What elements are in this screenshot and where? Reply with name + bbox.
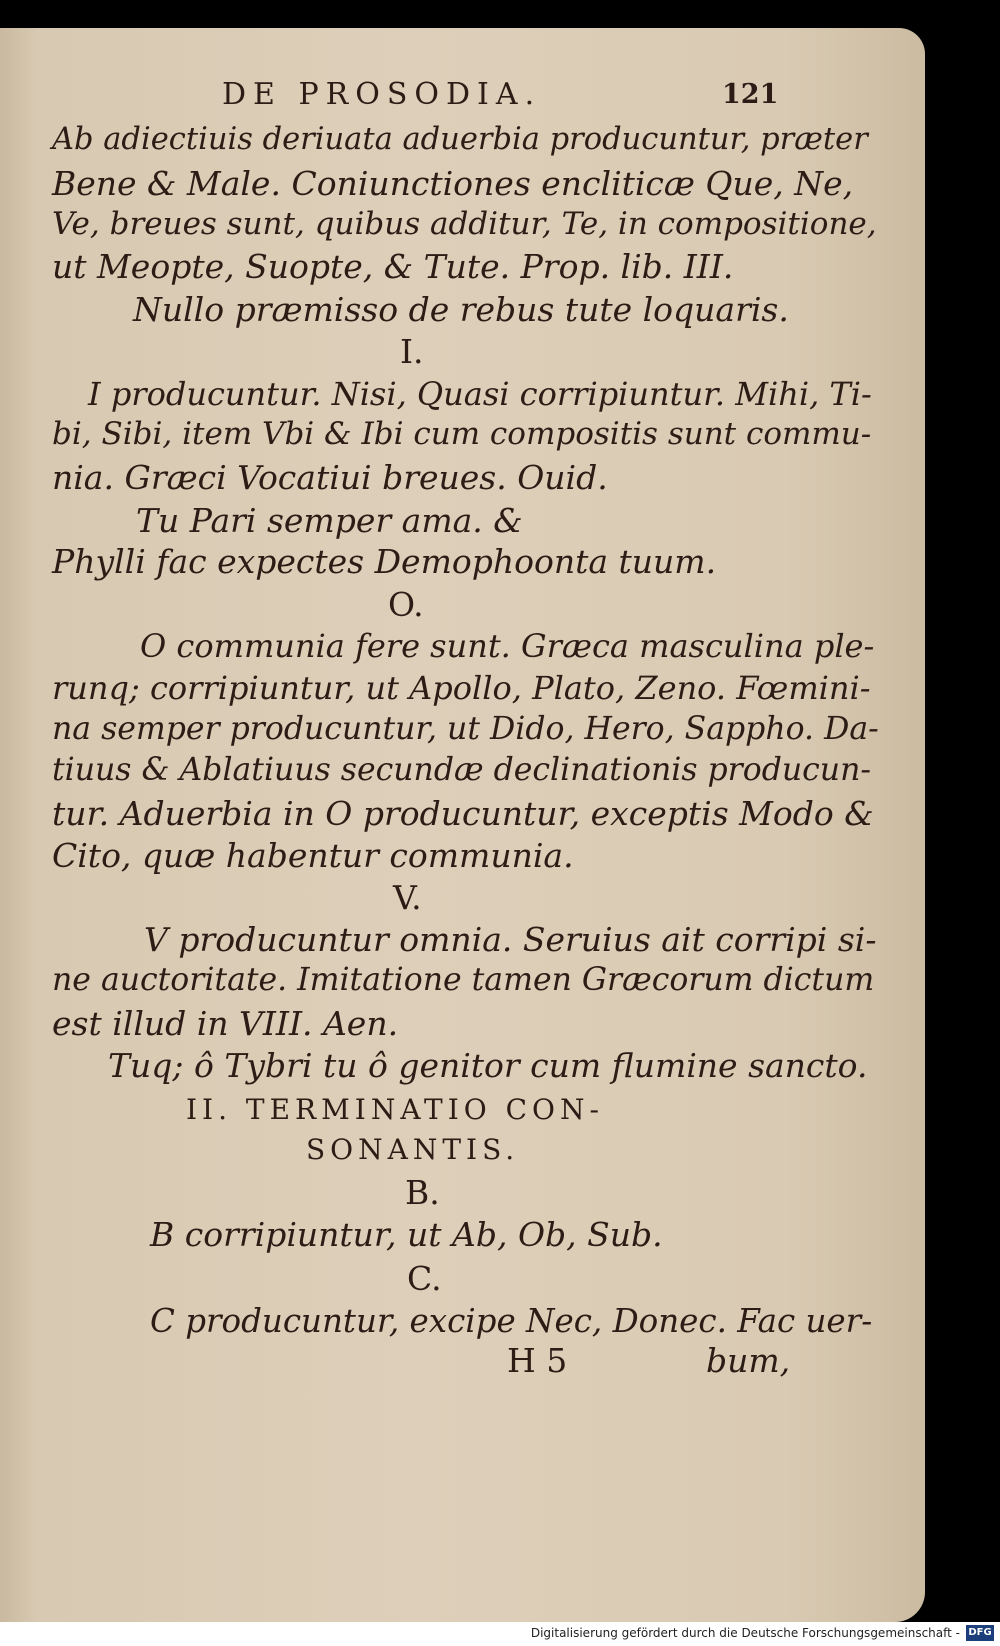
catchword: bum, — [706, 1341, 791, 1380]
text-line: Ve, breues sunt, quibus additur, Te, in compositione, — [52, 206, 877, 242]
text-line: runq; corripiuntur, ut Apollo, Plato, Zeno. Fœmini- — [52, 669, 871, 707]
signature-mark: H 5 — [507, 1341, 568, 1380]
section-heading: O. — [388, 585, 424, 624]
text-line: tur. Aduerbia in O producuntur, exceptis Modo & — [52, 794, 874, 833]
text-line: O communia fere sunt. Græca masculina ple- — [140, 627, 875, 665]
funding-notice: Digitalisierung gefördert durch die Deutsche Forschungsgemeinschaft - — [530, 1626, 960, 1640]
verse-line: Tuq; ô Tybri tu ô genitor cum flumine sancto. — [108, 1046, 868, 1085]
text-line: na semper producuntur, ut Dido, Hero, Sappho. Da- — [52, 711, 879, 747]
verse-line: Nullo præmisso de rebus tute loquaris. — [133, 290, 789, 329]
section-heading: B. — [405, 1173, 440, 1212]
text-line: tiuus & Ablatiuus secundæ declinationis producun- — [52, 752, 871, 788]
text-line: C producuntur, excipe Nec, Donec. Fac uer- — [150, 1302, 873, 1340]
text-line: Ab adiectiuis deriuata aduerbia producuntur, præter — [52, 122, 868, 157]
running-head: DE PROSODIA. — [222, 77, 542, 112]
text-line: ut Meopte, Suopte, & Tute. Prop. lib. III. — [52, 247, 734, 286]
text-line: Bene & Male. Coniunctiones encliticæ Que, Ne, — [52, 164, 854, 203]
verse-line: Tu Pari semper ama. & — [136, 501, 523, 540]
section-heading: I. — [400, 332, 424, 371]
text-line: I producuntur. Nisi, Quasi corripiuntur. Mihi, Ti- — [88, 375, 872, 413]
book-page — [0, 28, 925, 1622]
chapter-heading-continued: SONANTIS. — [306, 1133, 520, 1166]
text-line: V producuntur omnia. Seruius ait corripi si- — [144, 920, 877, 959]
text-line: bi, Sibi, item Vbi & Ibi cum compositis sunt commu- — [52, 416, 872, 452]
text-line: est illud in VIII. Aen. — [52, 1004, 399, 1043]
text-line: Cito, quæ habentur communia. — [52, 836, 574, 875]
section-heading: C. — [407, 1259, 442, 1298]
text-line: ne auctoritate. Imitatione tamen Græcorum dictum — [52, 962, 875, 998]
chapter-heading: II. TERMINATIO CON- — [186, 1093, 604, 1126]
text-line: nia. Græci Vocatiui breues. Ouid. — [52, 458, 608, 497]
dfg-logo: DFG — [966, 1625, 994, 1641]
footer-bar — [0, 1622, 1000, 1646]
text-line: B corripiuntur, ut Ab, Ob, Sub. — [150, 1215, 663, 1254]
verse-line: Phylli fac expectes Demophoonta tuum. — [52, 542, 717, 581]
page-number: 121 — [722, 79, 779, 110]
section-heading: V. — [393, 878, 422, 917]
